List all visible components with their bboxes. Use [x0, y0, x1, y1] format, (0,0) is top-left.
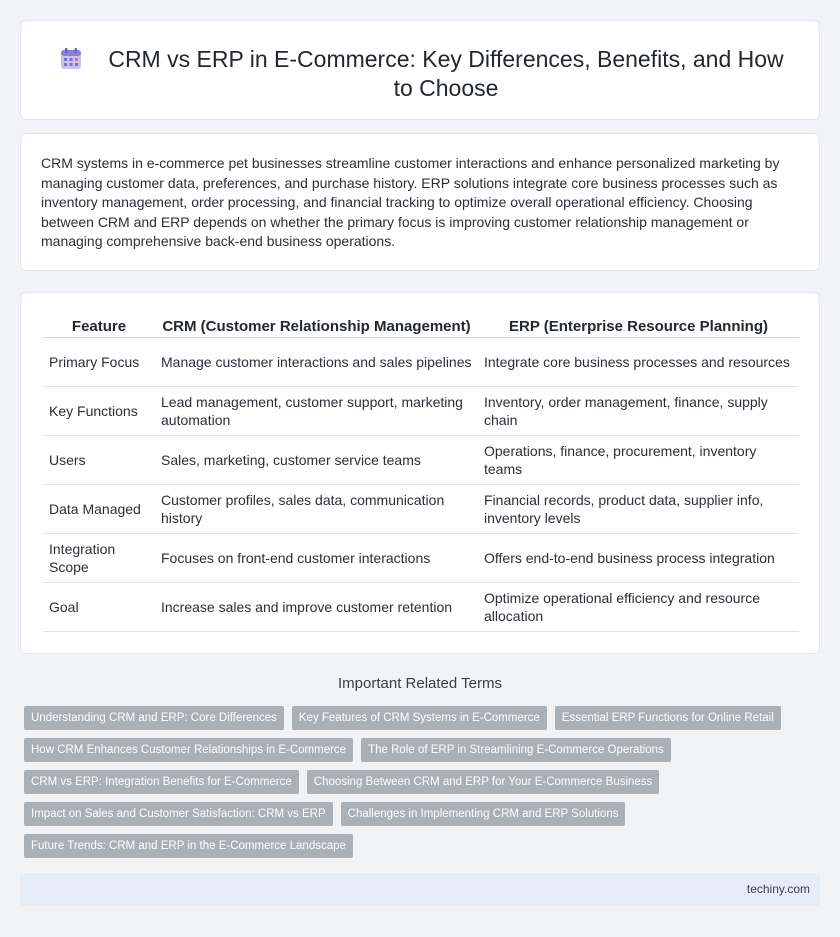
related-terms-heading: Important Related Terms — [338, 675, 502, 692]
header-feature: Feature — [43, 317, 155, 338]
related-terms-list — [24, 706, 820, 858]
header-crm: CRM (Customer Relationship Management) — [155, 317, 478, 338]
table-row — [43, 534, 799, 583]
crm-cell: Customer profiles, sales data, communication history — [155, 485, 478, 534]
erp-cell: Operations, finance, procurement, inventory teams — [478, 436, 799, 485]
crm-cell: Manage customer interactions and sales pipelines — [155, 338, 478, 387]
table-row — [43, 338, 799, 387]
footer — [20, 873, 820, 906]
related-term-tag[interactable]: The Role of ERP in Streamlining E-Commerce Operations — [361, 738, 671, 762]
feature-cell: Goal — [43, 583, 155, 632]
related-term-tag[interactable]: How CRM Enhances Customer Relationships in E-Commerce — [24, 738, 353, 762]
footer-site-name[interactable]: techiny.com — [746, 882, 810, 896]
erp-cell: Offers end-to-end business process integration — [478, 534, 799, 583]
page-title: CRM vs ERP in E-Commerce: Key Differences, Benefits, and How to Choose — [108, 46, 784, 101]
erp-cell: Optimize operational efficiency and resource allocation — [478, 583, 799, 632]
table-row — [43, 583, 799, 632]
feature-cell: Data Managed — [43, 485, 155, 534]
feature-cell: Primary Focus — [43, 338, 155, 387]
feature-cell: Users — [43, 436, 155, 485]
comparison-table — [43, 317, 799, 632]
intro-card — [20, 133, 820, 271]
intro-paragraph: CRM systems in e-commerce pet businesses streamline customer interactions and enhance personalized marketing by managing customer data, preferences, and purchase history. ERP solutions integrate core business processes such as inventory management, order processing, and financial tracking to optimize overall operational efficiency. Choosing between CRM and ERP depends on whether the primary focus is improving customer relationship management or managing comprehensive back-end business operations. — [41, 155, 780, 250]
erp-cell: Integrate core business processes and resources — [478, 338, 799, 387]
related-term-tag[interactable]: CRM vs ERP: Integration Benefits for E-Commerce — [24, 770, 299, 794]
erp-cell: Inventory, order management, finance, supply chain — [478, 387, 799, 436]
crm-cell: Sales, marketing, customer service teams — [155, 436, 478, 485]
feature-cell: Key Functions — [43, 387, 155, 436]
table-row — [43, 387, 799, 436]
comparison-table-card — [20, 292, 820, 654]
related-term-tag[interactable]: Choosing Between CRM and ERP for Your E-Commerce Business — [307, 770, 660, 794]
table-row — [43, 485, 799, 534]
related-term-tag[interactable]: Understanding CRM and ERP: Core Differences — [24, 706, 284, 730]
related-term-tag[interactable]: Key Features of CRM Systems in E-Commerce — [292, 706, 547, 730]
table-row — [43, 436, 799, 485]
related-term-tag[interactable]: Challenges in Implementing CRM and ERP Solutions — [341, 802, 626, 826]
calendar-icon — [59, 47, 83, 71]
feature-cell: Integration Scope — [43, 534, 155, 583]
crm-cell: Lead management, customer support, marketing automation — [155, 387, 478, 436]
related-term-tag[interactable]: Future Trends: CRM and ERP in the E-Commerce Landscape — [24, 834, 353, 858]
related-term-tag[interactable]: Essential ERP Functions for Online Retail — [555, 706, 781, 730]
erp-cell: Financial records, product data, supplier info, inventory levels — [478, 485, 799, 534]
crm-cell: Increase sales and improve customer retention — [155, 583, 478, 632]
title-card — [20, 20, 820, 120]
header-erp: ERP (Enterprise Resource Planning) — [478, 317, 799, 338]
table-header-row — [43, 317, 799, 338]
related-term-tag[interactable]: Impact on Sales and Customer Satisfaction: CRM vs ERP — [24, 802, 333, 826]
crm-cell: Focuses on front-end customer interactions — [155, 534, 478, 583]
